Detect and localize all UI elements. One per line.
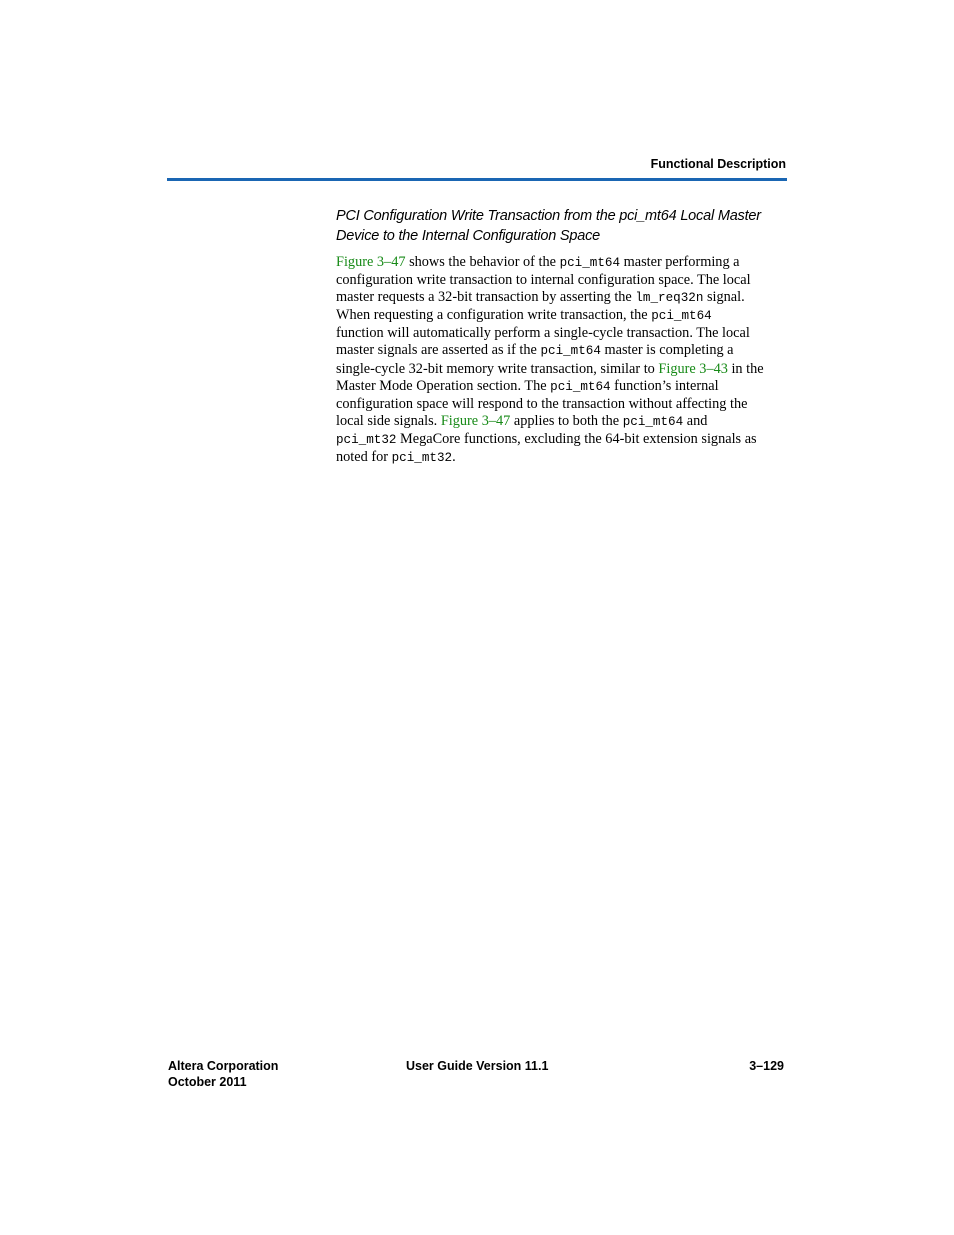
paragraph-line bbox=[336, 254, 791, 272]
section-heading-line-2: Device to the Internal Configuration Space bbox=[336, 227, 601, 244]
figure-link[interactable]: Figure 3–47 bbox=[336, 254, 406, 270]
paragraph-line bbox=[336, 396, 791, 413]
code-term: pci_mt32 bbox=[391, 451, 453, 466]
paragraph-line bbox=[336, 272, 791, 289]
code-term: pci_mt64 bbox=[550, 379, 611, 394]
text-run: local side signals. bbox=[336, 412, 441, 429]
footer-page-number: 3–129 bbox=[749, 1059, 784, 1073]
paragraph-line bbox=[336, 361, 791, 378]
text-run: master performing a bbox=[620, 254, 740, 270]
figure-link[interactable]: Figure 3–43 bbox=[658, 360, 728, 377]
code-term: pci_mt64 bbox=[540, 344, 601, 359]
running-header-title: Functional Description bbox=[650, 157, 786, 171]
code-term: pci_mt64 bbox=[651, 309, 712, 324]
text-run: function will automatically perform a single-cycle transaction. The local bbox=[336, 325, 750, 342]
text-run: configuration write transaction to internal configuration space. The local bbox=[336, 272, 751, 289]
paragraph-line bbox=[336, 342, 791, 360]
figure-link[interactable]: Figure 3–47 bbox=[440, 412, 511, 429]
paragraph-line bbox=[336, 413, 791, 431]
text-run: master signals are asserted as if the bbox=[336, 342, 541, 359]
footer-guide-version: User Guide Version 11.1 bbox=[406, 1059, 549, 1073]
text-run: . bbox=[452, 449, 456, 466]
code-term: pci_mt64 bbox=[622, 414, 684, 429]
code-term: pci_mt64 bbox=[559, 256, 621, 270]
text-run: Master Mode Operation section. The bbox=[336, 377, 551, 394]
text-run: noted for bbox=[336, 449, 392, 466]
text-run: single-cycle 32-bit memory write transaction, similar to bbox=[336, 360, 659, 377]
text-run: function’s internal bbox=[610, 377, 719, 394]
paragraph-line bbox=[336, 431, 791, 449]
section-heading-line-1: PCI Configuration Write Transaction from the pci_mt64 Local Master bbox=[336, 208, 761, 224]
text-run: master requests a 32-bit transaction by asserting the bbox=[336, 289, 636, 306]
text-run: MegaCore functions, excluding the 64-bit extension signals as bbox=[396, 430, 757, 447]
section-heading bbox=[336, 207, 786, 246]
text-run: signal. bbox=[703, 289, 745, 306]
paragraph-line bbox=[336, 307, 791, 325]
text-run: and bbox=[683, 412, 708, 429]
paragraph-line bbox=[336, 378, 791, 396]
text-run: applies to both the bbox=[510, 412, 623, 429]
text-run: When requesting a configuration write transaction, the bbox=[336, 307, 652, 324]
text-run: master is completing a bbox=[600, 342, 734, 359]
text-run: shows the behavior of the bbox=[405, 254, 560, 270]
body-paragraph bbox=[336, 254, 791, 467]
code-term: lm_req32n bbox=[635, 291, 704, 306]
paragraph-line bbox=[336, 289, 791, 307]
paragraph-line bbox=[336, 449, 791, 467]
code-term: pci_mt32 bbox=[336, 432, 397, 447]
footer-left bbox=[168, 1059, 278, 1090]
footer-date: October 2011 bbox=[168, 1074, 247, 1089]
text-run: configuration space will respond to the transaction without affecting the bbox=[336, 395, 748, 412]
paragraph-line bbox=[336, 325, 791, 342]
text-run: in the bbox=[727, 360, 764, 377]
header-rule bbox=[167, 178, 787, 181]
footer-company: Altera Corporation bbox=[168, 1059, 279, 1073]
